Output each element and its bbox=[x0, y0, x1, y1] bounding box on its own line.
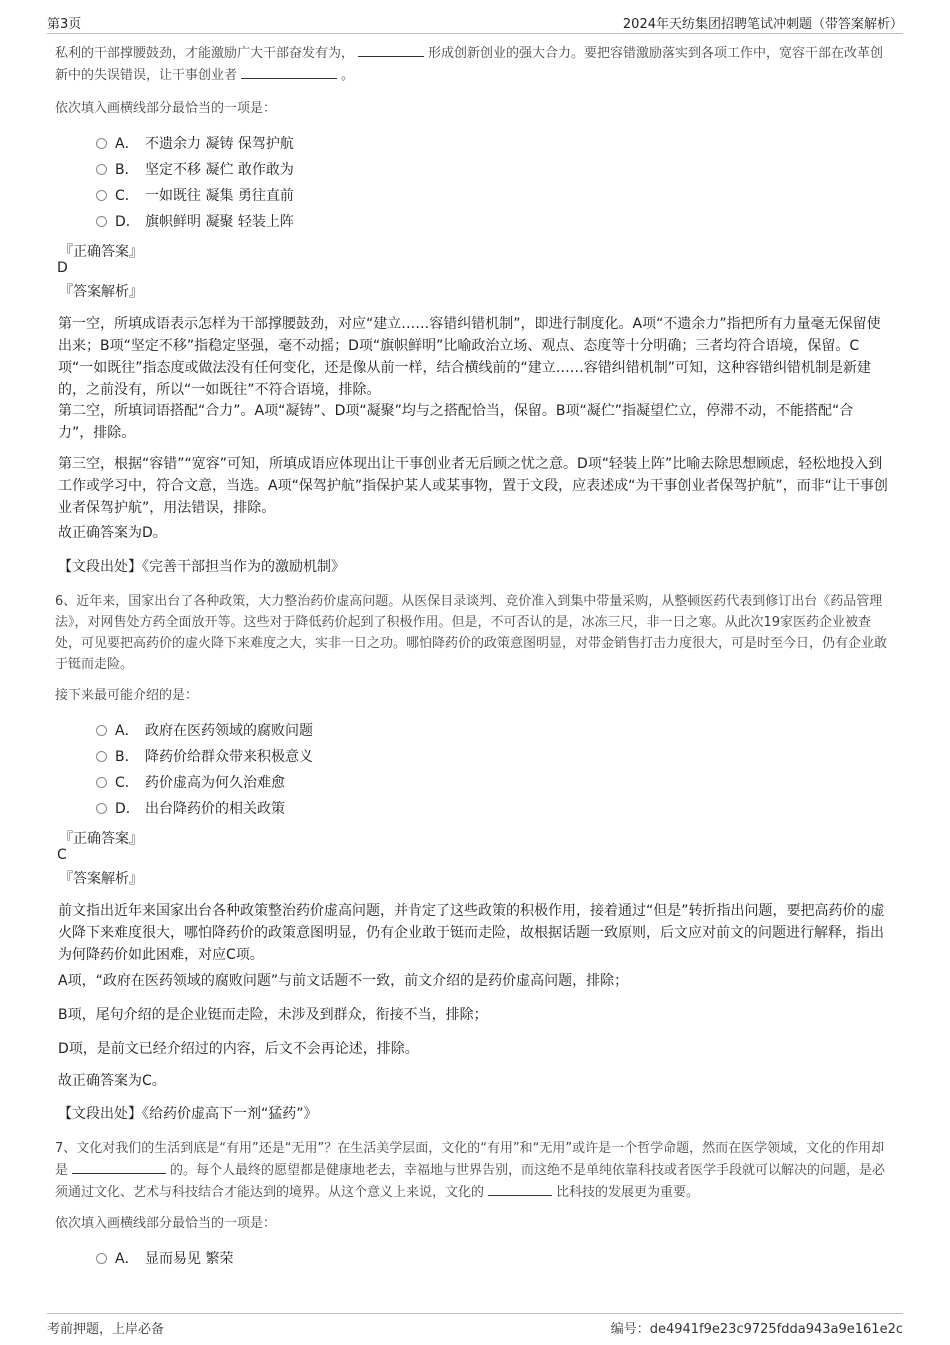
q6-analysis-p1: 前文指出近年来国家出台各种政策整治药价虚高问题，并肯定了这些政策的积极作用，接着通过“但是”转折指出问题，要把高药价的虚火降下来难度很大，哪怕降药价的政策意图明显，仍有企业敢于铤而走险，故根据话题一致原则，后文应对前文的问题进行解释，指出为何降药价如此困难，对应C项。 bbox=[58, 903, 885, 963]
q5-analysis-p3: 第三空，根据“容错”“宽容”可知，所填成语应体现出让干事创业者无后顾之忧之意。D项“轻装上阵”比喻去除思想顾虑，轻松地投入到工作或学习中，符合文意，当选。A项“保驾护航”指保护某人或某事物，置于文段，应表述成“为干事创业者保驾护航”，而非“让干事创业者保驾护航”，用法错误，排除。 bbox=[58, 456, 888, 516]
radio-icon[interactable] bbox=[96, 1253, 107, 1264]
q7-option-a[interactable]: A． 显而易见 繁荣 bbox=[96, 1248, 233, 1270]
radio-icon[interactable] bbox=[96, 138, 107, 149]
q5-source: 【文段出处】《完善干部担当作为的激励机制》 bbox=[58, 559, 345, 575]
q5-answer: D bbox=[57, 260, 68, 276]
q6-answer-label: 『正确答案』 bbox=[59, 831, 143, 847]
q6-option-b[interactable]: B． 降药价给群众带来积极意义 bbox=[96, 746, 313, 768]
page-header bbox=[47, 13, 903, 34]
radio-icon[interactable] bbox=[96, 803, 107, 814]
q5-option-b[interactable]: B． 坚定不移 凝伫 敢作敢为 bbox=[96, 159, 294, 181]
q6-analysis-p3: B项，尾句介绍的是企业铤而走险，未涉及到群众，衔接不当，排除； bbox=[58, 1007, 488, 1023]
q5-prompt: 依次填入画横线部分最恰当的一项是： bbox=[55, 101, 277, 116]
radio-icon[interactable] bbox=[96, 190, 107, 201]
radio-icon[interactable] bbox=[96, 725, 107, 736]
radio-icon[interactable] bbox=[96, 164, 107, 175]
q6-prompt: 接下来最可能介绍的是： bbox=[55, 688, 199, 703]
page-number: 第3页 bbox=[47, 17, 82, 32]
radio-icon[interactable] bbox=[96, 751, 107, 762]
q5-analysis-p2: 第二空，所填词语搭配“合力”。A项“凝铸”、D项“凝聚”均与之搭配恰当，保留。B项“凝伫”指凝望伫立，停滞不动，不能搭配“合力”，排除。 bbox=[58, 403, 854, 441]
q5-analysis-p4: 故正确答案为D。 bbox=[58, 525, 167, 541]
q6-answer: C bbox=[57, 847, 67, 863]
q6-option-a[interactable]: A． 政府在医药领域的腐败问题 bbox=[96, 720, 313, 742]
q6-analysis-p2: A项，“政府在医药领域的腐败问题”与前文话题不一致，前文介绍的是药价虚高问题，排除； bbox=[58, 973, 629, 989]
q5-analysis-p1: 第一空，所填成语表示怎样为干部撑腰鼓劲，对应“建立……容错纠错机制”，即进行制度化。A项“不遗余力”指把所有力量毫无保留使出来；B项“坚定不移”指稳定坚强，毫不动摇；D项“旗帜鲜明”比喻政治立场、观点、态度等十分明确；三者均符合语境，保留。C项“一如既往”指态度或做法没有任何变化，还是像从前一样，结合横线前的“建立……容错纠错机制”可知，这种容错纠错机制是新建的，之前没有，所以“一如既往”不符合语境，排除。 bbox=[58, 316, 881, 398]
document-title: 2024年天纺集团招聘笔试冲刺题（带答案解析） bbox=[622, 17, 903, 32]
q7-stem: 7、文化对我们的生活到底是“有用”还是“无用”？在生活美学层面，文化的“有用”和“无用”或许是一个哲学命题，然而在医学领域，文化的作用却是 的。每个人最终的愿望都是健康地老去，幸福地与世界告别，而这绝不是单纯依靠科技或者医学手段就可以解决的问题，是必须通过文化、艺术与科技结合才能达到的境界。从这个意义上来说，文化的 比科技的发展更为重要。 bbox=[55, 1141, 886, 1200]
answer-blank bbox=[358, 42, 424, 57]
answer-blank bbox=[72, 1159, 166, 1174]
q5-answer-label: 『正确答案』 bbox=[59, 244, 143, 260]
answer-blank bbox=[241, 64, 337, 79]
q6-option-d[interactable]: D． 出台降药价的相关政策 bbox=[96, 798, 285, 820]
q6-stem: 6、近年来，国家出台了各种政策，大力整治药价虚高问题。从医保目录谈判、竞价准入到集中带量采购，从整顿医药代表到修订出台《药品管理法》，对网售处方药全面放开等。这些对于降低药价起到了积极作用。但是，不可否认的是，冰冻三尺，非一日之寒。从此次19家医药企业被查处，可见要把高药价的虚火降下来难度之大，实非一日之功。哪怕降药价的政策意图明显，对带金销售打击力度很大，可是时至今日，仍有企业敢于铤而走险。 bbox=[55, 594, 888, 672]
q6-source: 【文段出处】《给药价虚高下一剂“猛药”》 bbox=[58, 1106, 318, 1122]
q5-option-c[interactable]: C． 一如既往 凝集 勇往直前 bbox=[96, 185, 294, 207]
answer-blank bbox=[488, 1181, 552, 1196]
q6-option-c[interactable]: C． 药价虚高为何久治难愈 bbox=[96, 772, 285, 794]
radio-icon[interactable] bbox=[96, 216, 107, 227]
q5-stem: 私利的干部撑腰鼓劲，才能激励广大干部奋发有为， 形成创新创业的强大合力。要把容错激励落实到各项工作中，宽容干部在改革创新中的失误错误，让干事创业者 。 bbox=[55, 42, 895, 86]
footer-slogan: 考前押题，上岸必备 bbox=[47, 1322, 165, 1337]
q5-option-a[interactable]: A． 不遗余力 凝铸 保驾护航 bbox=[96, 133, 294, 155]
page-footer bbox=[47, 1313, 903, 1342]
q7-prompt: 依次填入画横线部分最恰当的一项是： bbox=[55, 1216, 277, 1231]
q5-analysis-label: 『答案解析』 bbox=[59, 284, 143, 300]
q6-analysis-label: 『答案解析』 bbox=[59, 871, 143, 887]
radio-icon[interactable] bbox=[96, 777, 107, 788]
document-code: 编号：de4941f9e23c9725fdda943a9e161e2c bbox=[610, 1322, 903, 1337]
q6-analysis-p5: 故正确答案为C。 bbox=[58, 1073, 166, 1089]
q5-option-d[interactable]: D． 旗帜鲜明 凝聚 轻装上阵 bbox=[96, 211, 294, 233]
q6-analysis-p4: D项，是前文已经介绍过的内容，后文不会再论述，排除。 bbox=[58, 1041, 419, 1057]
